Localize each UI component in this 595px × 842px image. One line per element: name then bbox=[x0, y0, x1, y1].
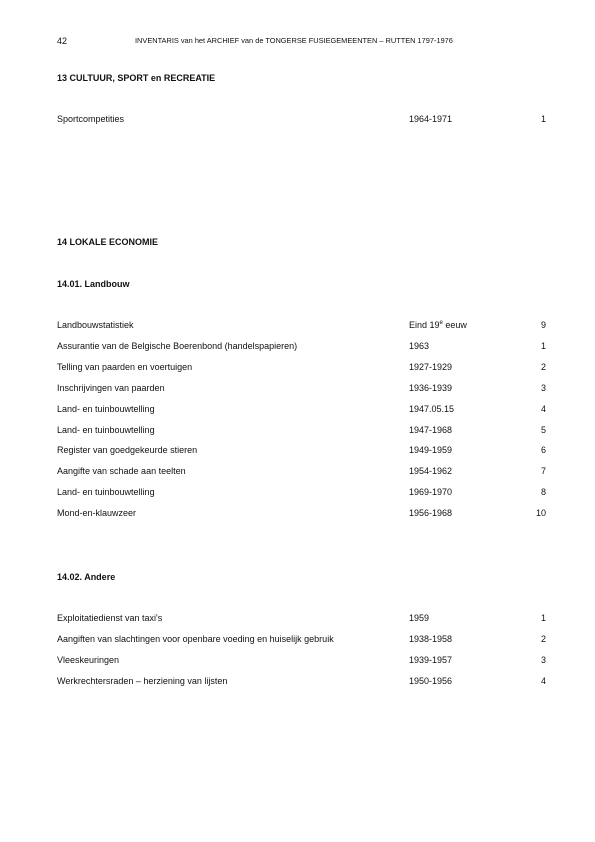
row-number: 3 bbox=[540, 655, 546, 665]
row-number: 4 bbox=[540, 404, 546, 414]
row-date: 1947-1968 bbox=[409, 425, 453, 435]
row-description: Aangifte van schade aan teelten bbox=[57, 466, 186, 476]
inventory-row bbox=[57, 341, 546, 353]
row-description: Land- en tuinbouwtelling bbox=[57, 487, 155, 497]
row-number: 9 bbox=[540, 320, 546, 330]
row-date: 1956-1968 bbox=[409, 508, 453, 518]
row-description: Assurantie van de Belgische Boerenbond (handelspapieren) bbox=[57, 341, 298, 351]
inventory-row bbox=[57, 362, 546, 374]
row-number: 4 bbox=[540, 676, 546, 686]
inventory-row bbox=[57, 508, 546, 520]
row-date bbox=[409, 320, 467, 330]
row-number: 10 bbox=[535, 508, 546, 518]
row-number: 1 bbox=[540, 341, 546, 351]
inventory-row bbox=[57, 320, 546, 332]
inventory-row bbox=[57, 466, 546, 478]
section-heading-13: 13 CULTUUR, SPORT en RECREATIE bbox=[57, 73, 216, 83]
row-date: 1969-1970 bbox=[409, 487, 453, 497]
row-description: Exploitatiedienst van taxi's bbox=[57, 613, 163, 623]
inventory-row bbox=[57, 425, 546, 437]
row-date: 1927-1929 bbox=[409, 362, 453, 372]
inventory-row bbox=[57, 634, 546, 646]
row-date: 1939-1957 bbox=[409, 655, 453, 665]
row-date-superscript: e bbox=[439, 320, 443, 326]
row-date: 1938-1958 bbox=[409, 634, 453, 644]
row-number: 3 bbox=[540, 383, 546, 393]
row-description: Aangiften van slachtingen voor openbare voeding en huiselijk gebruik bbox=[57, 634, 334, 644]
inventory-row bbox=[57, 445, 546, 457]
row-date: 1936-1939 bbox=[409, 383, 453, 393]
row-description: Mond-en-klauwzeer bbox=[57, 508, 137, 518]
running-title: INVENTARIS van het ARCHIEF van de TONGERSE FUSIEGEMEENTEN – RUTTEN 1797-1976 bbox=[135, 36, 453, 45]
subsection-heading-14-01: 14.01. Landbouw bbox=[57, 279, 130, 289]
row-description: Landbouwstatistiek bbox=[57, 320, 134, 330]
subsection-heading-14-02: 14.02. Andere bbox=[57, 572, 116, 582]
inventory-row bbox=[57, 114, 546, 126]
inventory-row bbox=[57, 676, 546, 688]
row-description: Sportcompetities bbox=[57, 114, 125, 124]
row-description: Land- en tuinbouwtelling bbox=[57, 425, 155, 435]
inventory-row bbox=[57, 613, 546, 625]
inventory-row bbox=[57, 383, 546, 395]
row-date: 1959 bbox=[409, 613, 430, 623]
row-description: Land- en tuinbouwtelling bbox=[57, 404, 155, 414]
row-description: Register van goedgekeurde stieren bbox=[57, 445, 198, 455]
row-date-prefix: Eind 19 bbox=[409, 320, 440, 330]
inventory-row bbox=[57, 487, 546, 499]
inventory-row bbox=[57, 655, 546, 667]
row-description: Telling van paarden en voertuigen bbox=[57, 362, 193, 372]
row-number: 5 bbox=[540, 425, 546, 435]
row-date: 1954-1962 bbox=[409, 466, 453, 476]
row-description: Werkrechtersraden – herziening van lijsten bbox=[57, 676, 228, 686]
row-description: Vleeskeuringen bbox=[57, 655, 120, 665]
inventory-row bbox=[57, 404, 546, 416]
row-description: Inschrijvingen van paarden bbox=[57, 383, 165, 393]
row-number: 8 bbox=[540, 487, 546, 497]
row-date-suffix: eeuw bbox=[442, 320, 467, 330]
row-number: 2 bbox=[540, 362, 546, 372]
row-number: 1 bbox=[540, 613, 546, 623]
row-number: 7 bbox=[540, 466, 546, 476]
row-number: 2 bbox=[540, 634, 546, 644]
row-date: 1963 bbox=[409, 341, 430, 351]
section-heading-14: 14 LOKALE ECONOMIE bbox=[57, 237, 159, 247]
row-date: 1949-1959 bbox=[409, 445, 453, 455]
row-date: 1950-1956 bbox=[409, 676, 453, 686]
row-number: 6 bbox=[540, 445, 546, 455]
row-date: 1964-1971 bbox=[409, 114, 453, 124]
page-number: 42 bbox=[57, 36, 68, 46]
row-number: 1 bbox=[540, 114, 546, 124]
row-date: 1947.05.15 bbox=[409, 404, 455, 414]
page-header bbox=[57, 36, 538, 48]
